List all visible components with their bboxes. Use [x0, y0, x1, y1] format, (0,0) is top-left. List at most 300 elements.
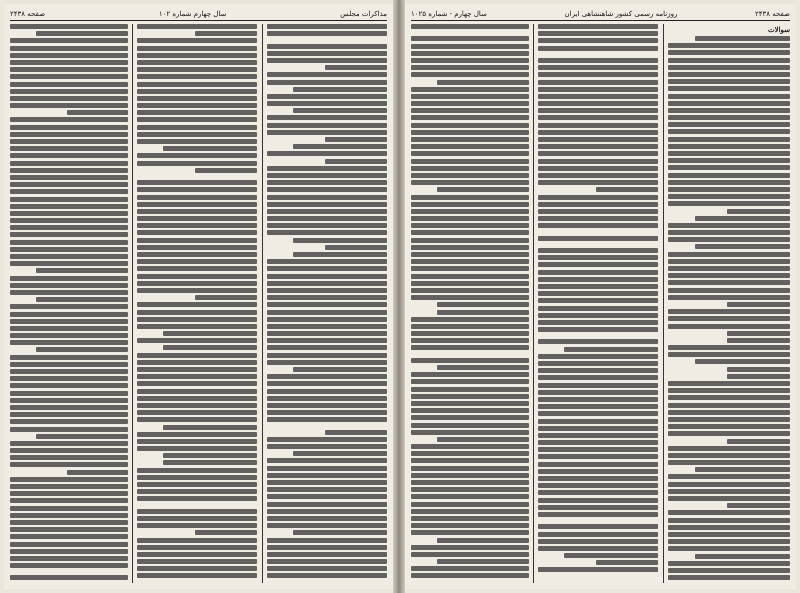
text-line	[137, 310, 257, 315]
text-line	[10, 225, 128, 230]
text-line	[538, 151, 658, 156]
text-line	[10, 405, 128, 410]
text-line	[137, 252, 257, 257]
text-line	[538, 101, 658, 106]
text-line	[137, 324, 257, 329]
text-line	[195, 530, 257, 535]
right-page-number: صفحه ۲۴۳۸	[754, 9, 790, 18]
text-line	[538, 339, 658, 344]
text-line	[411, 130, 529, 135]
text-line	[267, 444, 387, 449]
text-line	[668, 539, 790, 544]
text-line	[267, 38, 387, 41]
text-line	[137, 187, 257, 192]
text-line	[411, 523, 529, 528]
text-line	[267, 487, 387, 492]
text-line	[668, 158, 790, 163]
text-line	[538, 87, 658, 92]
text-line	[668, 201, 790, 206]
text-line	[437, 302, 529, 307]
text-line	[727, 338, 790, 343]
text-line	[137, 89, 257, 94]
text-line	[411, 209, 529, 214]
text-line	[137, 117, 257, 122]
text-line	[137, 410, 257, 415]
text-line	[668, 518, 790, 523]
text-line	[10, 513, 128, 518]
text-line	[668, 50, 790, 55]
text-line	[137, 274, 257, 279]
text-line	[538, 440, 658, 445]
text-line	[668, 230, 790, 235]
text-line	[538, 24, 658, 29]
text-line	[411, 94, 529, 99]
text-line	[267, 288, 387, 293]
text-line	[538, 255, 658, 260]
text-line	[10, 340, 128, 345]
text-line	[538, 505, 658, 510]
text-line	[267, 559, 387, 564]
text-line	[411, 202, 529, 207]
text-line	[267, 223, 387, 228]
text-line	[668, 237, 790, 242]
text-line	[538, 532, 658, 537]
text-line	[293, 451, 387, 456]
text-line	[163, 331, 257, 336]
text-line	[67, 110, 128, 115]
text-line	[10, 319, 128, 324]
left-page-issue: سال چهارم شماره ۱۰۲	[158, 9, 227, 18]
text-line	[411, 123, 529, 128]
text-line	[137, 396, 257, 401]
text-line	[668, 259, 790, 264]
text-line	[10, 333, 128, 338]
text-line	[668, 309, 790, 314]
text-line	[668, 266, 790, 271]
text-line	[137, 110, 257, 115]
text-line	[267, 374, 387, 379]
text-line	[137, 38, 257, 43]
text-line	[538, 334, 658, 337]
text-line	[668, 194, 790, 199]
text-line	[137, 566, 257, 571]
text-line	[437, 437, 529, 442]
text-line	[411, 401, 529, 406]
text-line	[137, 360, 257, 365]
text-line	[538, 368, 658, 373]
text-line	[668, 122, 790, 127]
text-line	[10, 96, 128, 101]
text-line	[538, 539, 658, 544]
text-line	[10, 189, 128, 194]
text-line	[10, 197, 128, 202]
text-line	[137, 96, 257, 101]
text-line	[411, 415, 529, 420]
text-line	[10, 261, 128, 266]
text-line	[538, 270, 658, 275]
text-line	[538, 115, 658, 120]
text-line	[137, 139, 257, 144]
text-line	[137, 103, 257, 108]
text-line	[538, 123, 658, 128]
text-line	[411, 423, 529, 428]
text-line	[10, 168, 128, 173]
text-line	[10, 218, 128, 223]
text-line	[10, 455, 128, 460]
text-line	[137, 281, 257, 286]
text-line	[411, 173, 529, 178]
text-line	[137, 523, 257, 528]
text-line	[411, 480, 529, 485]
left-page	[4, 4, 393, 589]
text-line	[668, 431, 790, 436]
text-line	[137, 195, 257, 200]
text-line	[411, 295, 529, 300]
text-line	[137, 230, 257, 235]
text-line	[36, 31, 128, 36]
text-line	[267, 494, 387, 499]
text-line	[267, 360, 387, 365]
text-line	[668, 345, 790, 350]
text-line	[538, 483, 658, 488]
text-line	[538, 411, 658, 416]
text-line	[137, 266, 257, 271]
text-line	[727, 439, 790, 444]
text-line	[538, 462, 658, 467]
text-line	[668, 568, 790, 573]
text-line	[10, 290, 128, 295]
text-line	[137, 161, 257, 166]
text-line	[668, 280, 790, 285]
text-line	[137, 302, 257, 307]
text-line	[411, 44, 529, 49]
text-line	[538, 383, 658, 388]
text-line	[325, 159, 387, 164]
text-line	[668, 352, 790, 357]
text-line	[267, 115, 387, 120]
text-line	[411, 566, 529, 571]
text-line	[137, 153, 257, 158]
text-line	[538, 397, 658, 402]
text-line	[10, 312, 128, 317]
text-line	[267, 259, 387, 264]
text-line	[10, 477, 128, 482]
text-line	[538, 390, 658, 395]
text-line	[195, 168, 257, 173]
text-line	[10, 211, 128, 216]
text-line	[538, 58, 658, 63]
text-line	[727, 209, 790, 214]
text-line	[411, 545, 529, 550]
text-line	[267, 466, 387, 471]
text-line	[267, 324, 387, 329]
text-line	[668, 388, 790, 393]
text-line	[137, 446, 257, 451]
text-line	[137, 317, 257, 322]
text-line	[267, 44, 387, 49]
text-line	[411, 473, 529, 478]
left-page-number: صفحه ۲۴۳۸	[10, 9, 46, 18]
text-line	[267, 130, 387, 135]
text-line	[538, 546, 658, 551]
text-line	[137, 516, 257, 521]
text-line	[668, 295, 790, 300]
text-line	[411, 31, 529, 34]
text-line	[411, 281, 529, 286]
right-column-1	[411, 24, 529, 583]
text-line	[411, 573, 529, 578]
right-page-header	[411, 7, 790, 21]
right-column-3	[668, 24, 790, 583]
text-line	[668, 108, 790, 113]
text-line	[10, 38, 128, 43]
text-line	[411, 502, 529, 507]
text-line	[10, 549, 128, 554]
text-line	[267, 410, 387, 415]
text-line	[267, 473, 387, 478]
text-line	[195, 31, 257, 36]
text-line	[538, 38, 658, 43]
text-line	[538, 159, 658, 164]
text-line	[137, 238, 257, 243]
text-line	[325, 137, 387, 142]
column-rule	[663, 24, 664, 583]
text-line	[10, 125, 128, 130]
column-rule	[533, 24, 534, 583]
text-line	[538, 354, 658, 359]
text-line	[411, 24, 529, 29]
text-line	[137, 46, 257, 51]
text-line	[668, 496, 790, 501]
text-line	[538, 243, 658, 246]
text-line	[437, 187, 529, 192]
text-line	[10, 117, 128, 122]
text-line	[695, 467, 790, 472]
text-line	[538, 262, 658, 267]
text-line	[411, 288, 529, 293]
text-line	[668, 525, 790, 530]
text-line	[267, 80, 387, 85]
text-line	[267, 458, 387, 463]
text-line	[137, 482, 257, 487]
text-line	[10, 556, 128, 561]
text-line	[267, 24, 387, 29]
text-line	[10, 362, 128, 367]
text-line	[668, 252, 790, 257]
text-line	[10, 247, 128, 252]
text-line	[411, 345, 529, 350]
text-line	[668, 460, 790, 465]
text-line	[10, 484, 128, 489]
text-line	[668, 151, 790, 156]
text-line	[437, 310, 529, 315]
text-line	[411, 230, 529, 235]
text-line	[267, 72, 387, 77]
text-line	[137, 403, 257, 408]
text-line	[668, 316, 790, 321]
text-line	[267, 389, 387, 394]
text-line	[538, 108, 658, 113]
text-line	[411, 358, 529, 363]
text-line	[538, 80, 658, 85]
text-line	[267, 403, 387, 408]
text-line	[137, 353, 257, 358]
text-line	[668, 453, 790, 458]
text-line	[163, 345, 257, 350]
text-line	[538, 173, 658, 178]
text-line	[538, 216, 658, 221]
text-line	[668, 180, 790, 185]
text-line	[668, 173, 790, 178]
text-line	[267, 295, 387, 300]
text-line	[267, 396, 387, 401]
text-line	[668, 129, 790, 134]
left-column-2	[137, 24, 257, 583]
text-line	[267, 151, 387, 156]
text-line	[411, 324, 529, 329]
text-line	[437, 365, 529, 370]
text-line	[36, 268, 128, 273]
text-line	[668, 115, 790, 120]
text-line	[137, 417, 257, 422]
text-line	[137, 504, 257, 507]
text-line	[137, 552, 257, 557]
text-line	[411, 552, 529, 557]
text-line	[267, 51, 387, 56]
text-line	[293, 144, 387, 149]
text-line	[325, 65, 387, 70]
text-line	[411, 466, 529, 471]
text-line	[695, 216, 790, 221]
text-line	[538, 313, 658, 318]
text-line	[538, 202, 658, 207]
text-line	[411, 487, 529, 492]
text-line	[137, 509, 257, 514]
text-line	[538, 490, 658, 495]
right-page-issue: سال چهارم - شماره ۱۰۲۵	[411, 9, 487, 18]
text-line	[10, 419, 128, 424]
text-line	[10, 575, 128, 580]
text-line	[10, 89, 128, 94]
text-line	[411, 137, 529, 142]
text-line	[10, 283, 128, 288]
text-line	[163, 425, 257, 430]
text-line	[10, 232, 128, 237]
text-line	[10, 74, 128, 79]
text-line	[137, 60, 257, 65]
text-line	[564, 553, 658, 558]
text-line	[668, 424, 790, 429]
text-line	[10, 153, 128, 158]
text-line	[267, 166, 387, 171]
text-line	[137, 573, 257, 578]
text-line	[10, 383, 128, 388]
text-line	[538, 230, 658, 233]
text-line	[538, 209, 658, 214]
text-line	[267, 338, 387, 343]
right-column-2	[538, 24, 658, 583]
text-line	[668, 482, 790, 487]
text-line	[137, 180, 257, 185]
text-line	[10, 24, 128, 29]
text-line	[10, 161, 128, 166]
text-line	[538, 94, 658, 99]
text-line	[668, 165, 790, 170]
text-line	[10, 398, 128, 403]
text-line	[695, 36, 790, 41]
text-line	[10, 204, 128, 209]
text-line	[36, 347, 128, 352]
text-line	[267, 566, 387, 571]
text-line	[137, 559, 257, 564]
right-page-title: روزنامه رسمی کشور شاهنشاهی ایران	[564, 9, 678, 18]
text-line	[411, 274, 529, 279]
text-line	[267, 58, 387, 63]
text-line	[668, 72, 790, 77]
text-line	[10, 139, 128, 144]
text-line	[267, 545, 387, 550]
text-line	[267, 353, 387, 358]
text-line	[10, 240, 128, 245]
text-line	[10, 369, 128, 374]
text-line	[10, 175, 128, 180]
text-line	[668, 446, 790, 451]
text-line	[727, 302, 790, 307]
binding-gutter	[393, 0, 405, 593]
text-line	[411, 317, 529, 322]
text-line	[267, 209, 387, 214]
text-line	[668, 417, 790, 422]
text-line	[137, 202, 257, 207]
text-line	[267, 195, 387, 200]
text-line	[137, 53, 257, 58]
text-line	[267, 425, 387, 428]
text-line	[538, 72, 658, 77]
text-line	[538, 195, 658, 200]
text-line	[668, 58, 790, 63]
text-line	[668, 474, 790, 479]
text-line	[267, 274, 387, 279]
text-line	[10, 132, 128, 137]
text-line	[411, 65, 529, 70]
text-line	[267, 552, 387, 557]
left-column-3	[267, 24, 387, 583]
text-line	[10, 412, 128, 417]
text-line	[267, 331, 387, 336]
text-line	[538, 498, 658, 503]
text-line	[538, 248, 658, 253]
text-line	[267, 180, 387, 185]
text-line	[10, 563, 128, 568]
text-line	[137, 367, 257, 372]
text-line	[538, 31, 658, 36]
text-line	[267, 516, 387, 521]
text-line	[137, 374, 257, 379]
text-line	[267, 187, 387, 192]
text-line	[195, 295, 257, 300]
text-line	[10, 534, 128, 539]
text-line	[411, 451, 529, 456]
text-line	[10, 304, 128, 309]
text-line	[137, 288, 257, 293]
text-line	[668, 144, 790, 149]
right-page	[405, 4, 796, 589]
text-line	[411, 115, 529, 120]
text-line	[137, 489, 257, 494]
text-line	[668, 94, 790, 99]
text-line	[538, 137, 658, 142]
text-line	[411, 72, 529, 77]
